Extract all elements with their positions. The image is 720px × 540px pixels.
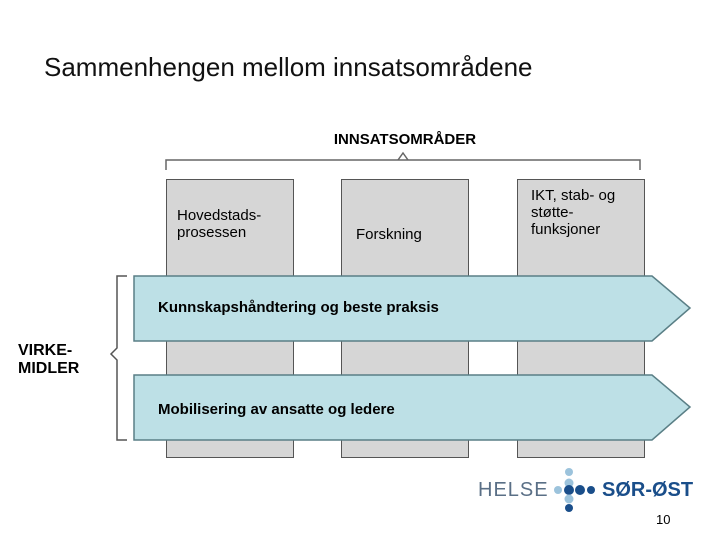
arrow-label-mobilisering: Mobilisering av ansatte og ledere xyxy=(158,401,395,418)
column-label-hovedstadsprosessen: Hovedstads- prosessen xyxy=(177,207,262,241)
column-label-ikt: IKT, stab- og støtte- funksjoner xyxy=(531,187,616,238)
page-number: 10 xyxy=(656,512,671,527)
slide-title: Sammenhengen mellom innsatsområdene xyxy=(44,52,533,82)
side-label-virkemidler: VIRKE- MIDLER xyxy=(18,342,80,377)
logo-text-sor-ost: SØR-ØST xyxy=(602,479,694,501)
top-label: INNSATSOMRÅDER xyxy=(333,131,477,148)
logo-text-helse: HELSE xyxy=(478,479,549,501)
arrow-label-kunnskap: Kunnskapshåndtering og beste praksis xyxy=(158,299,439,316)
dot-cross-icon xyxy=(554,468,595,512)
column-label-forskning: Forskning xyxy=(356,226,422,243)
